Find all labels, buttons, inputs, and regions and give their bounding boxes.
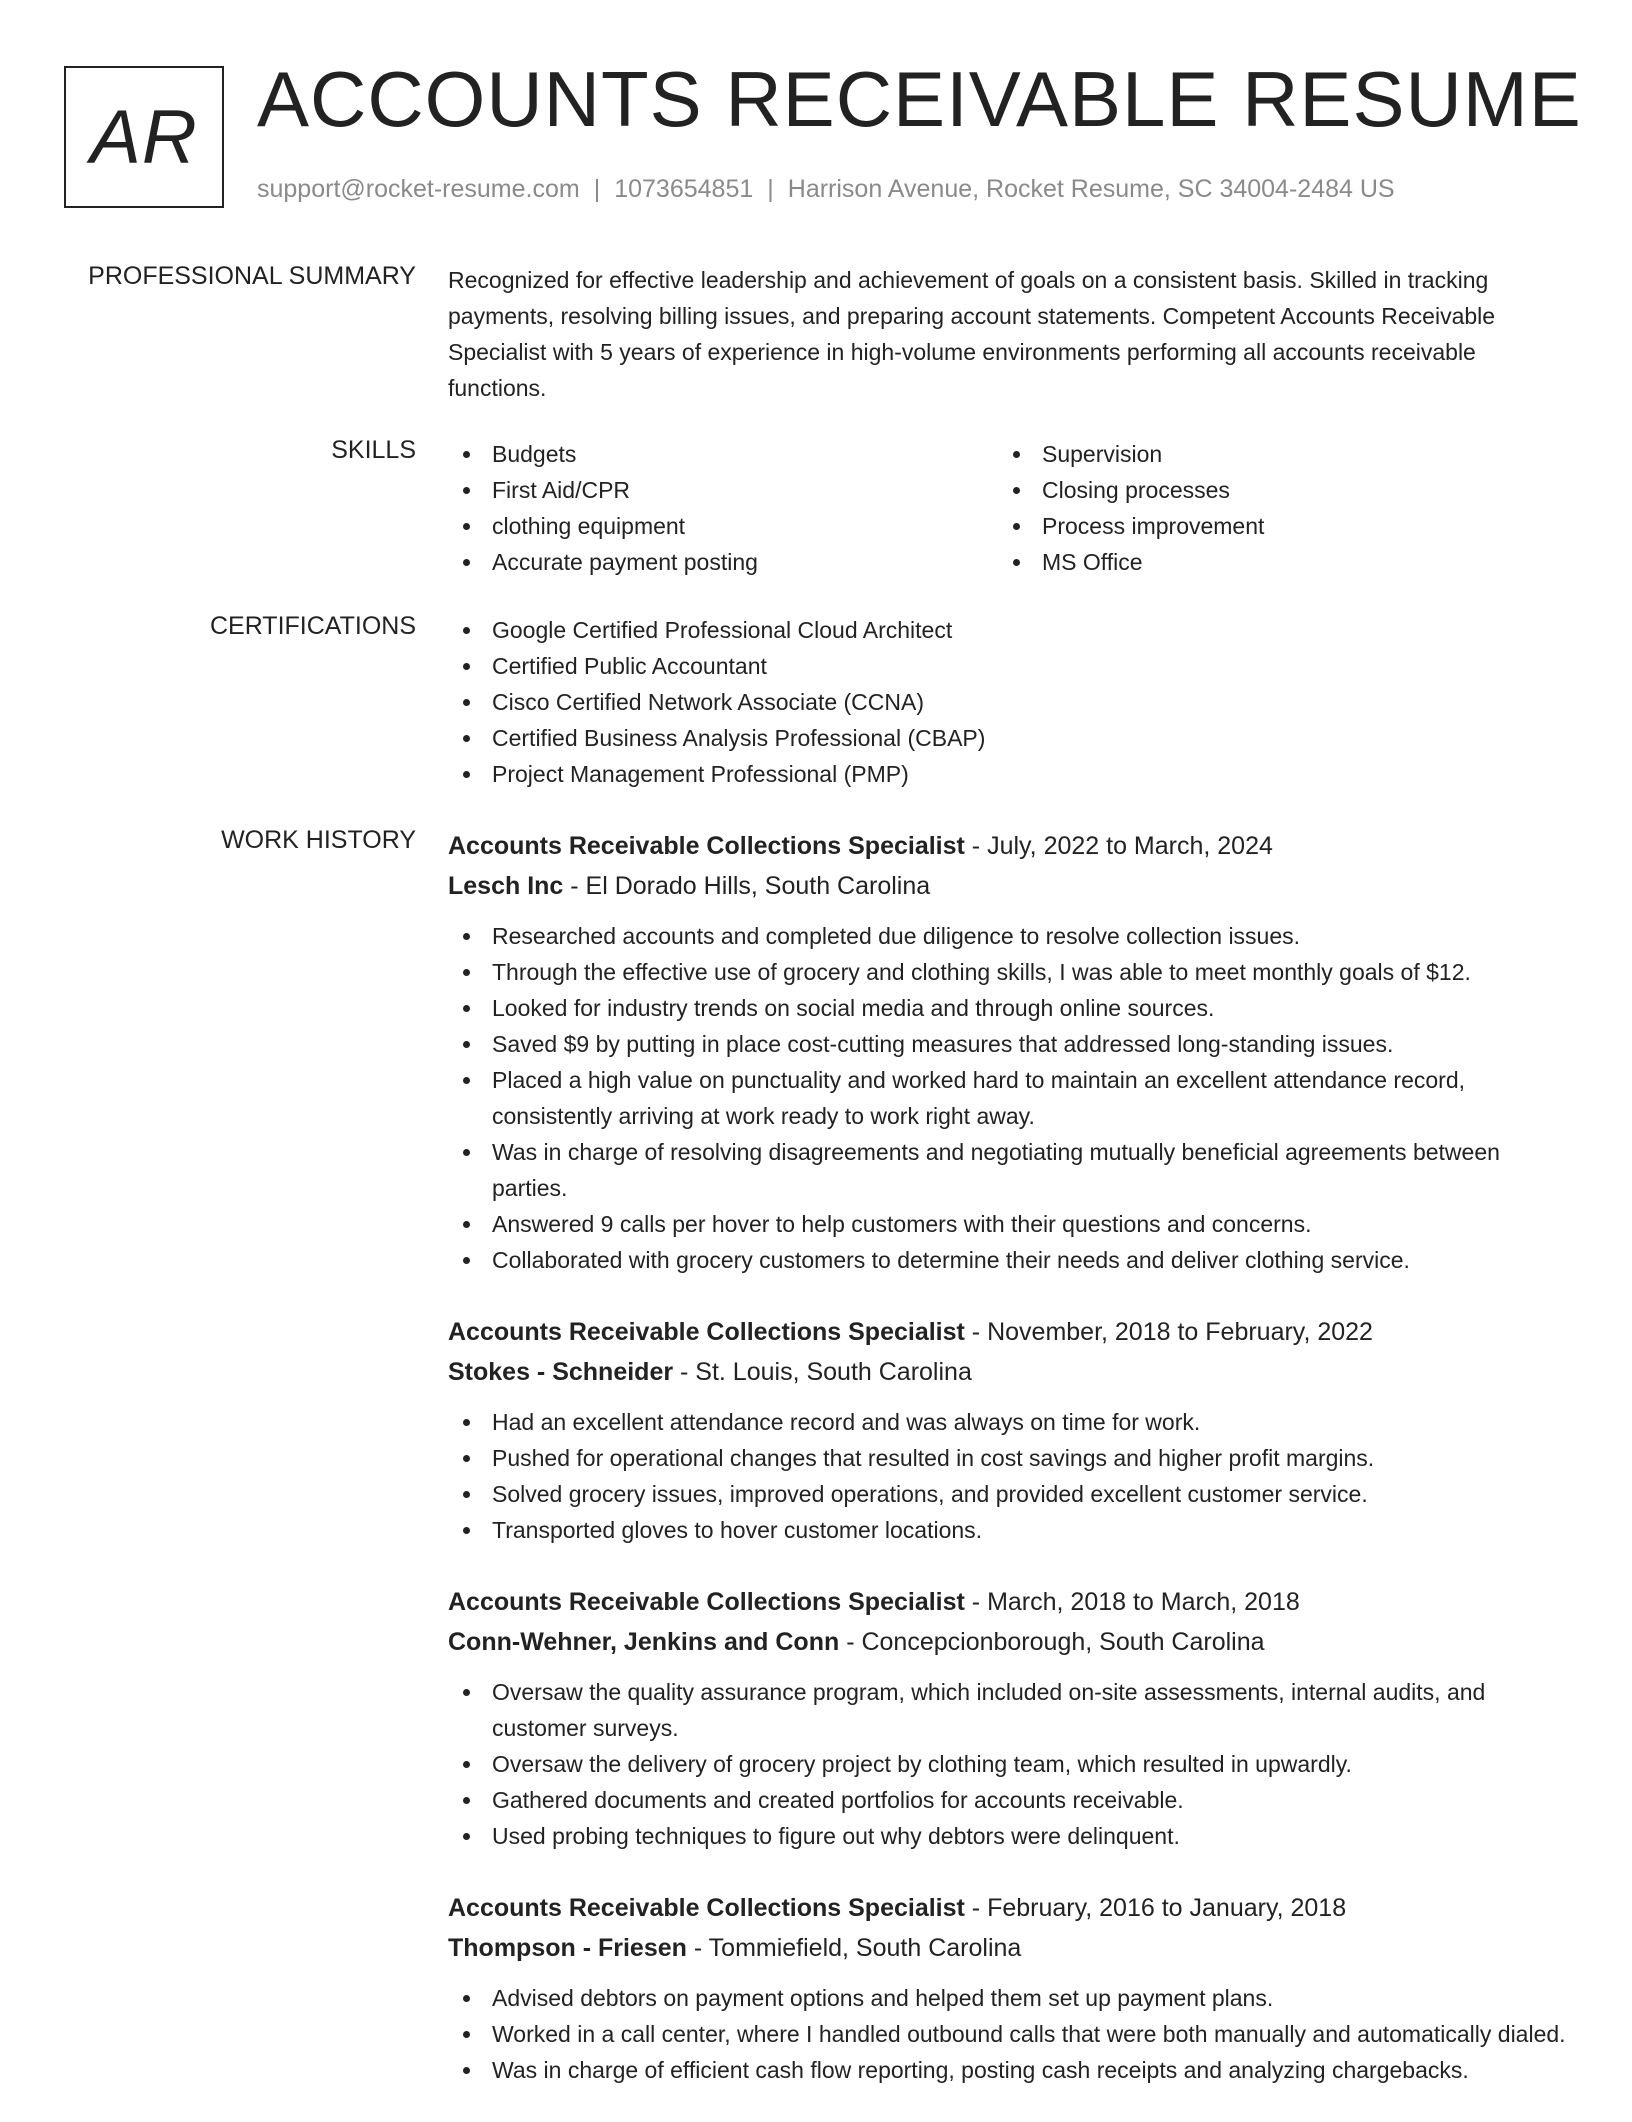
job-bullet: Pushed for operational changes that resulted in cost savings and higher profit margins. xyxy=(448,1440,1568,1476)
resume-title: ACCOUNTS RECEIVABLE RESUME xyxy=(257,55,1582,143)
job-location: - Tommiefield, South Carolina xyxy=(686,1934,1022,1962)
certification-item: Google Certified Professional Cloud Architect xyxy=(448,612,1568,648)
job-bullet: Collaborated with grocery customers to determine their needs and deliver clothing service. xyxy=(448,1242,1568,1278)
job-bullet: Worked in a call center, where I handled outbound calls that were both manually and automatically dialed. xyxy=(448,2016,1568,2052)
certification-item: Cisco Certified Network Associate (CCNA) xyxy=(448,684,1568,720)
job-bullet: Saved $9 by putting in place cost-cutting measures that addressed long-standing issues. xyxy=(448,1026,1568,1062)
contact-separator: | xyxy=(593,175,601,203)
certification-item: Certified Business Analysis Professional (CBAP) xyxy=(448,720,1568,756)
job-heading xyxy=(448,1888,1568,1928)
contact-line xyxy=(257,175,1395,204)
job-bullet: Solved grocery issues, improved operations, and provided excellent customer service. xyxy=(448,1476,1568,1512)
jobs-container xyxy=(448,826,1568,2122)
job-bullet: Was in charge of resolving disagreements and negotiating mutually beneficial agreements between parties. xyxy=(448,1134,1568,1206)
job-bullet: Had an excellent attendance record and was always on time for work. xyxy=(448,1404,1568,1440)
job-heading xyxy=(448,826,1568,866)
job-location: - El Dorado Hills, South Carolina xyxy=(563,872,931,900)
skill-item: First Aid/CPR xyxy=(448,472,998,508)
job-bullet: Through the effective use of grocery and clothing skills, I was able to meet monthly goals of $12. xyxy=(448,954,1568,990)
job-title: Accounts Receivable Collections Specialist xyxy=(448,1318,965,1346)
skill-item: Process improvement xyxy=(998,508,1548,544)
job-dates: - July, 2022 to March, 2024 xyxy=(964,832,1273,860)
skill-item: clothing equipment xyxy=(448,508,998,544)
job-employer xyxy=(448,1928,1568,1968)
job-company: Conn-Wehner, Jenkins and Conn xyxy=(448,1628,840,1656)
job-heading xyxy=(448,1582,1568,1622)
job-location: - St. Louis, South Carolina xyxy=(673,1358,972,1386)
job-employer xyxy=(448,866,1568,906)
summary-text: Recognized for effective leadership and achievement of goals on a consistent basis. Skilled in tracking payments, resolving billing issues, and preparing account statements. Competent Accounts Receivable Specialist with 5 years of experience in high-volume environments performing all accounts receivable functions. xyxy=(448,267,1496,401)
job-bullet: Researched accounts and completed due diligence to resolve collection issues. xyxy=(448,918,1568,954)
skill-item: MS Office xyxy=(998,544,1548,580)
job-bullets xyxy=(448,918,1568,1278)
job-company: Thompson - Friesen xyxy=(448,1934,687,1962)
job-bullet: Used probing techniques to figure out why debtors were delinquent. xyxy=(448,1818,1568,1854)
job-dates: - February, 2016 to January, 2018 xyxy=(964,1894,1347,1922)
monogram-initials: AR xyxy=(90,94,198,180)
job-heading xyxy=(448,1312,1568,1352)
certification-item: Certified Public Accountant xyxy=(448,648,1568,684)
skills-list-left xyxy=(448,436,998,580)
job-dates: - March, 2018 to March, 2018 xyxy=(964,1588,1300,1616)
job-bullet: Oversaw the quality assurance program, which included on-site assessments, internal audits, and customer surveys. xyxy=(448,1674,1568,1746)
section-label-summary: PROFESSIONAL SUMMARY xyxy=(88,262,416,290)
job-entry xyxy=(448,1888,1568,2088)
section-label-skills: SKILLS xyxy=(331,436,416,464)
job-bullet: Looked for industry trends on social media and through online sources. xyxy=(448,990,1568,1026)
job-bullet: Oversaw the delivery of grocery project by clothing team, which resulted in upwardly. xyxy=(448,1746,1568,1782)
job-bullets xyxy=(448,1980,1568,2088)
job-title: Accounts Receivable Collections Specialist xyxy=(448,1588,965,1616)
job-employer xyxy=(448,1622,1568,1662)
skill-item: Budgets xyxy=(448,436,998,472)
certification-item: Project Management Professional (PMP) xyxy=(448,756,1568,792)
contact-address: Harrison Avenue, Rocket Resume, SC 34004-2484 US xyxy=(787,175,1395,203)
skill-item: Supervision xyxy=(998,436,1548,472)
job-bullet: Was in charge of efficient cash flow reporting, posting cash receipts and analyzing chargebacks. xyxy=(448,2052,1568,2088)
contact-separator: | xyxy=(767,175,774,203)
certifications-list xyxy=(448,612,1568,792)
job-bullet: Answered 9 calls per hover to help customers with their questions and concerns. xyxy=(448,1206,1568,1242)
job-entry xyxy=(448,1582,1568,1854)
job-employer xyxy=(448,1352,1568,1392)
section-label-work-history: WORK HISTORY xyxy=(221,826,416,854)
job-bullet: Advised debtors on payment options and helped them set up payment plans. xyxy=(448,1980,1568,2016)
skill-item: Closing processes xyxy=(998,472,1548,508)
job-bullet: Transported gloves to hover customer locations. xyxy=(448,1512,1568,1548)
monogram-box xyxy=(64,66,224,208)
job-dates: - November, 2018 to February, 2022 xyxy=(964,1318,1373,1346)
skills-list-right xyxy=(998,436,1548,580)
job-bullet: Placed a high value on punctuality and worked hard to maintain an excellent attendance record, consistently arriving at work ready to work right away. xyxy=(448,1062,1568,1134)
job-title: Accounts Receivable Collections Specialist xyxy=(448,1894,965,1922)
job-company: Stokes - Schneider xyxy=(448,1358,674,1386)
job-bullets xyxy=(448,1404,1568,1548)
job-bullets xyxy=(448,1674,1568,1854)
job-entry xyxy=(448,1312,1568,1548)
section-label-certifications: CERTIFICATIONS xyxy=(209,612,416,640)
skill-item: Accurate payment posting xyxy=(448,544,998,580)
job-title: Accounts Receivable Collections Specialist xyxy=(448,832,965,860)
job-bullet: Gathered documents and created portfolios for accounts receivable. xyxy=(448,1782,1568,1818)
job-location: - Concepcionborough, South Carolina xyxy=(839,1628,1265,1656)
contact-email[interactable]: support@rocket-resume.com xyxy=(257,175,580,203)
job-company: Lesch Inc xyxy=(448,872,564,900)
contact-phone[interactable]: 1073654851 xyxy=(614,175,754,203)
job-entry xyxy=(448,826,1568,1278)
